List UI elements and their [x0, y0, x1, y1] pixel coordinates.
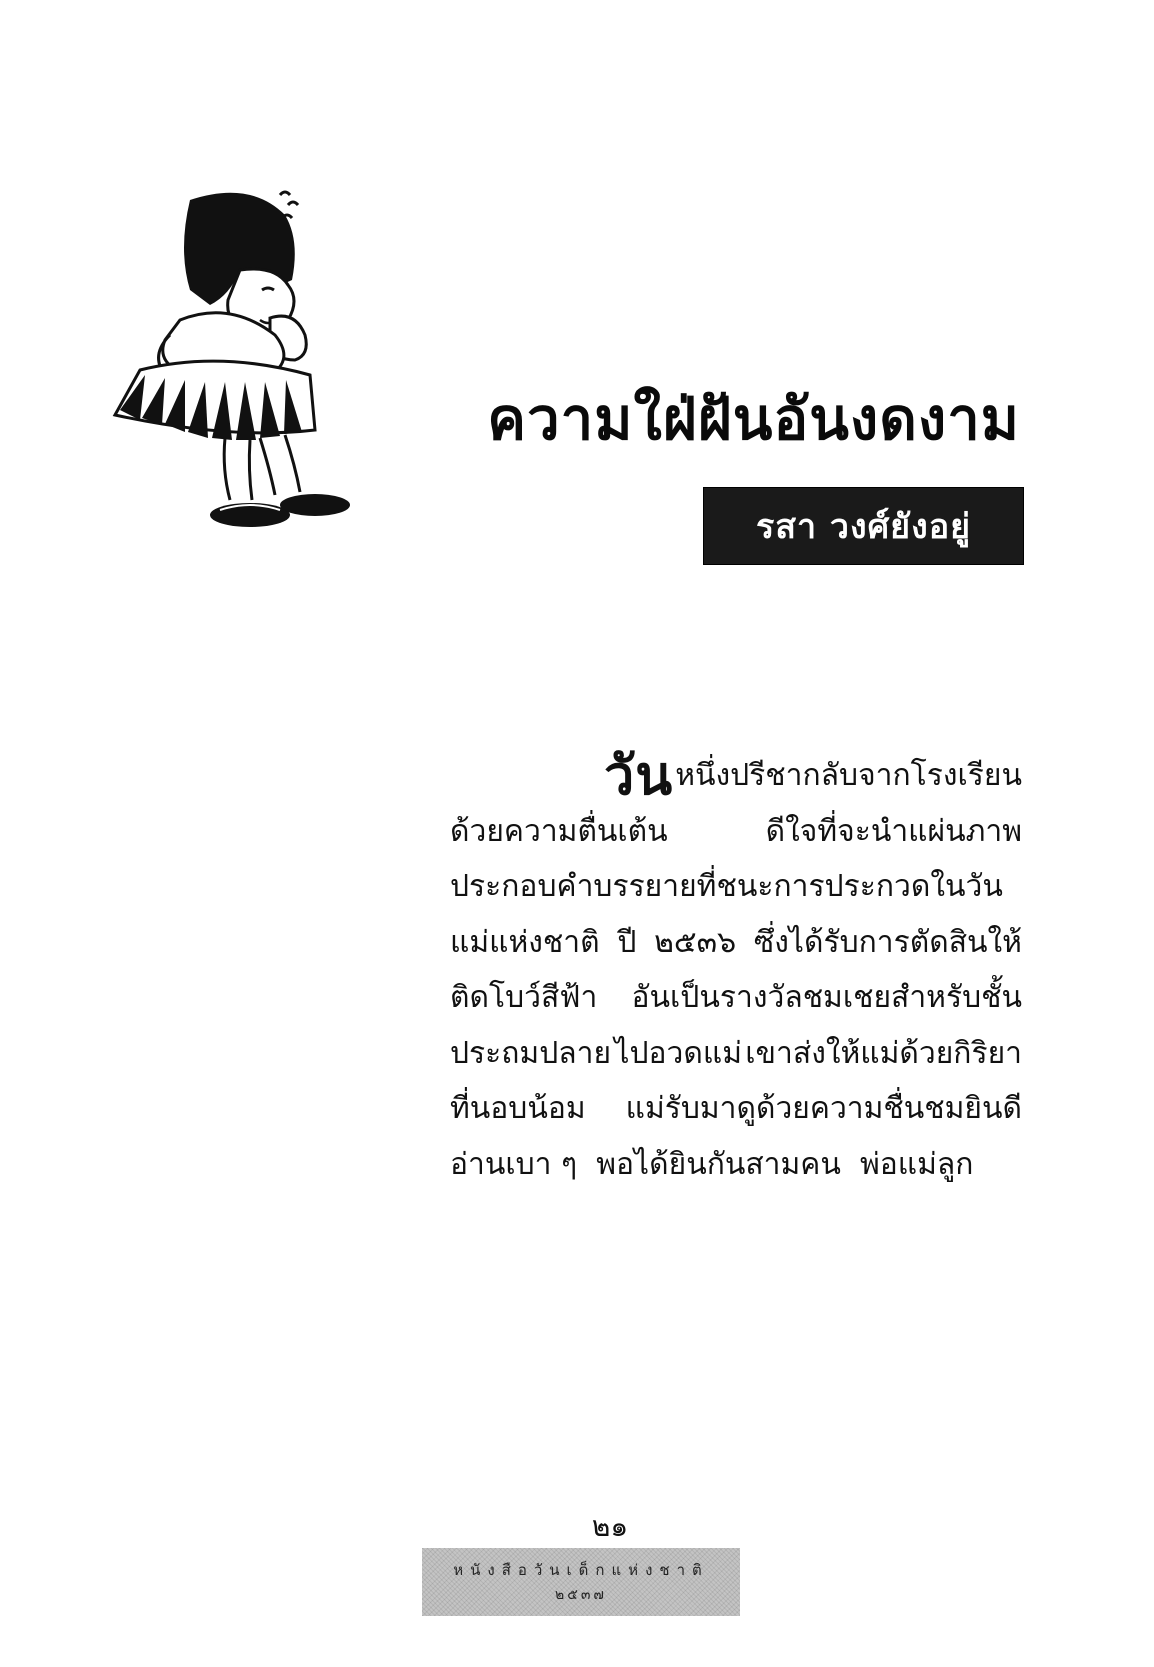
body-line: [450, 915, 1022, 971]
body-text-segment: อันเป็นรางวัลชมเชยสำหรับชั้น: [631, 980, 1022, 1015]
author-banner: [703, 487, 1024, 565]
body-first-line: [450, 748, 1022, 804]
drop-cap: วัน: [603, 748, 674, 804]
body-text-segment: ติดโบว์สีฟ้า: [450, 980, 598, 1015]
body-text-segment: ไปอวดแม่: [614, 1035, 742, 1071]
body-text-segment: ๒๕๓๖: [654, 924, 737, 960]
article-body: [450, 748, 1022, 1192]
body-text-segment: ปี: [617, 924, 637, 960]
body-line: [450, 1026, 1022, 1082]
body-text-segment: พ่อแม่ลูก: [859, 1146, 974, 1182]
article-title: ความใฝ่ฝันอันงดงาม: [487, 385, 1020, 453]
footer-badge: [422, 1548, 740, 1616]
page-number: ๒๑: [591, 1510, 629, 1543]
body-text-segment: ประถมปลาย: [450, 1035, 612, 1071]
body-text-segment: อ่านเบา ๆ: [450, 1146, 578, 1182]
body-text-segment: ด้วยความตื่นเต้น: [450, 813, 668, 849]
footer-year: ๒๕๓๗: [555, 1587, 607, 1603]
body-line-last: [450, 1137, 1022, 1193]
author-name: รสา วงศ์ยังอยู่: [755, 507, 972, 547]
body-text-segment: พอได้ยินกันสามคน: [596, 1146, 841, 1182]
body-text-segment: ที่นอบน้อม: [450, 1091, 586, 1126]
body-text-segment: ซึ่งได้รับการตัดสินให้: [753, 924, 1022, 960]
body-text-segment: ดีใจที่จะนำแผ่นภาพ: [765, 813, 1022, 849]
body-text-segment: แม่รับมาดูด้วยความชื่นชมยินดี: [625, 1091, 1022, 1126]
footer-publication-name: หนังสือวันเด็กแห่งชาติ: [453, 1561, 709, 1579]
body-line: [450, 859, 1022, 915]
body-text-segment: ประกอบคำบรรยายที่ชนะการประกวดในวัน: [450, 869, 1003, 904]
body-line: [450, 1081, 1022, 1137]
body-line: [450, 804, 1022, 860]
girl-bowing-illustration: [110, 170, 360, 570]
body-text-segment: แม่แห่งชาติ: [450, 924, 600, 960]
body-text-segment: หนึ่งปรีชากลับจากโรงเรียน: [675, 758, 1022, 793]
body-line: [450, 970, 1022, 1026]
body-text-segment: เขาส่งให้แม่ด้วยกิริยา: [745, 1035, 1022, 1071]
